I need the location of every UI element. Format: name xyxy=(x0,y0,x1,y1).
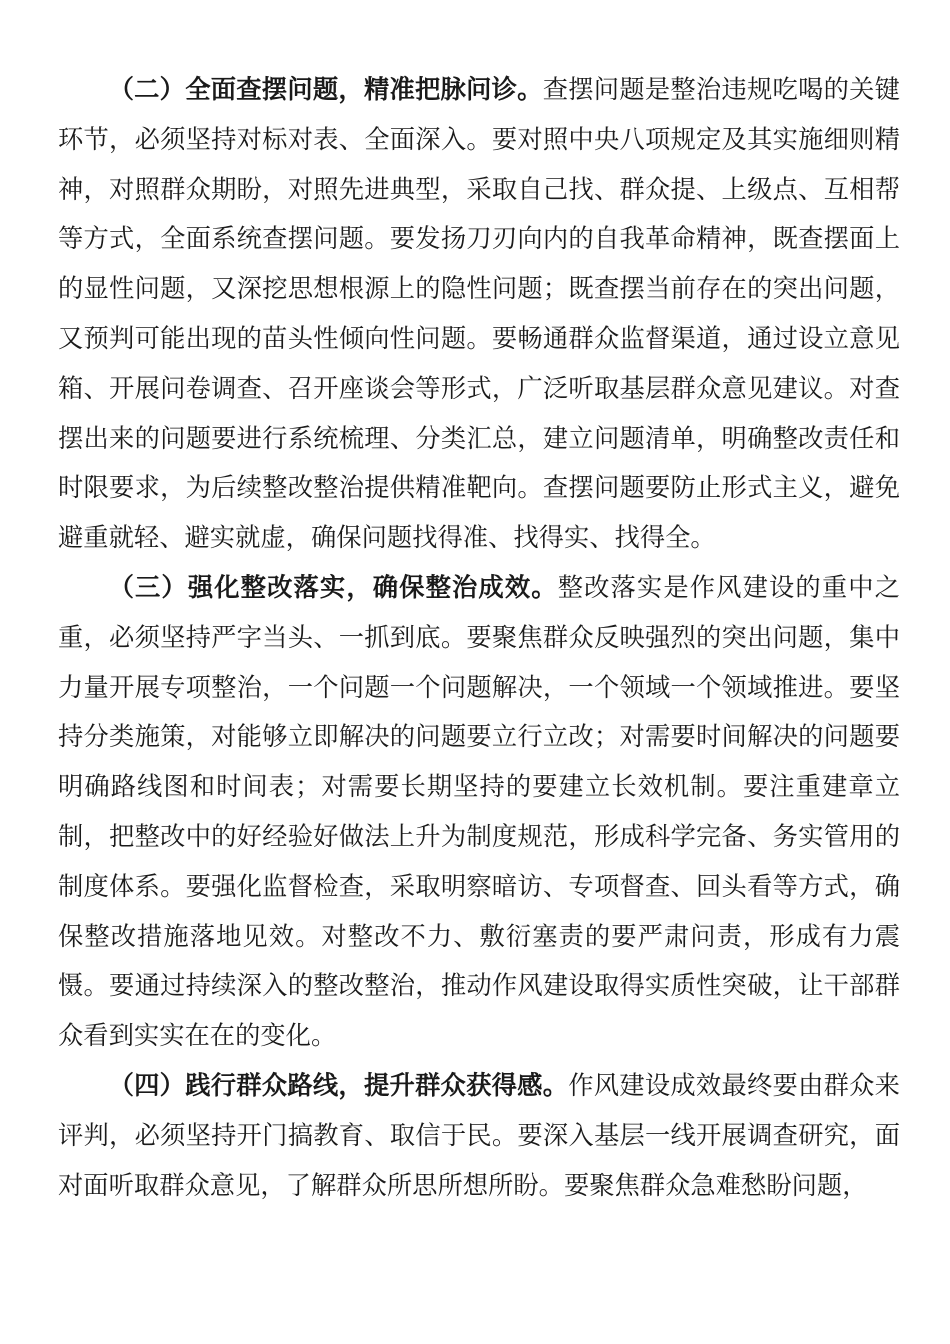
paragraph-body-3: 整改落实是作风建设的重中之重，必须坚持严字当头、一抓到底。要聚焦群众反映强烈的突出问题，集中力量开展专项整治，一个问题一个问题解决，一个领域一个领域推进。要坚持分类施策，对能够立即解决的问题要立行立改；对需要时间解决的问题要明确路线图和时间表；对需要长期坚持的要建立长效机制。要注重建章立制，把整改中的好经验好做法上升为制度规范，形成科学完备、务实管用的制度体系。要强化监督检查，采取明察暗访、专项督查、回头看等方式，确保整改措施落地见效。对整改不力、敷衍塞责的要严肃问责，形成有力震慑。要通过持续深入的整改整治，推动作风建设取得实质性突破，让干部群众看到实实在在的变化。 xyxy=(58,572,900,1051)
paragraph-3 xyxy=(58,563,900,1061)
section-heading-2: （二）全面查摆问题，精准把脉问诊。 xyxy=(108,75,543,104)
section-heading-4: （四）践行群众路线，提升群众获得感。 xyxy=(108,1070,569,1100)
document-page xyxy=(58,65,900,1210)
paragraph-2 xyxy=(58,65,900,563)
paragraph-body-4: 作风建设成效最终要由群众来评判，必须坚持开门搞教育、取信于民。要深入基层一线开展调查研究，面对面听取群众意见，了解群众所思所想所盼。要聚焦群众急难愁盼问题， xyxy=(58,1070,900,1200)
paragraph-4 xyxy=(58,1061,900,1210)
section-heading-3: （三）强化整改落实，确保整治成效。 xyxy=(108,572,558,602)
paragraph-body-2: 查摆问题是整治违规吃喝的关键环节，必须坚持对标对表、全面深入。要对照中央八项规定及其实施细则精神，对照群众期盼，对照先进典型，采取自己找、群众提、上级点、互相帮等方式，全面系统查摆问题。要发扬刀刃向内的自我革命精神，既查摆面上的显性问题，又深挖思想根源上的隐性问题；既查摆当前存在的突出问题，又预判可能出现的苗头性倾向性问题。要畅通群众监督渠道，通过设立意见箱、开展问卷调查、召开座谈会等形式，广泛听取基层群众意见建议。对查摆出来的问题要进行系统梳理、分类汇总，建立问题清单，明确整改责任和时限要求，为后续整改整治提供精准靶向。查摆问题要防止形式主义，避免避重就轻、避实就虚，确保问题找得准、找得实、找得全。 xyxy=(58,75,900,553)
